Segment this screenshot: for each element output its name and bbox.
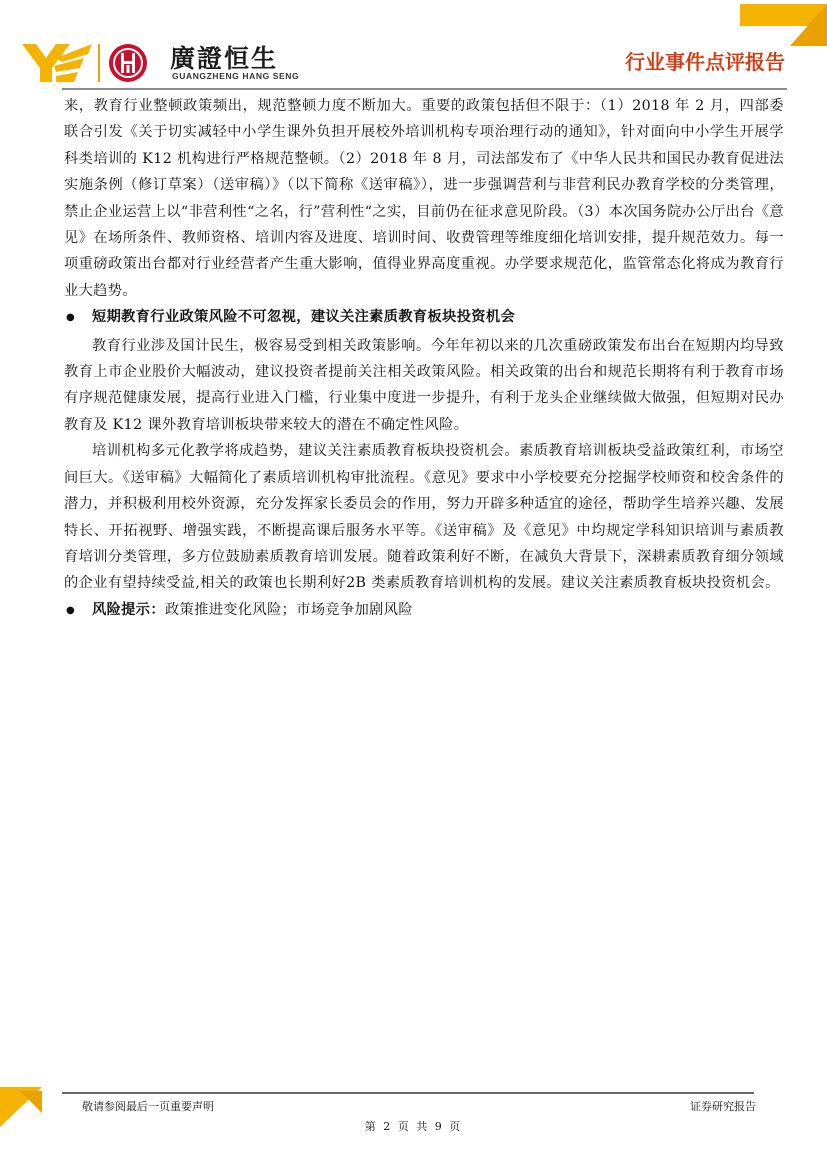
header-corner-fold: [790, 4, 827, 46]
brand-name-en: GUANGZHENG HANG SENG: [172, 71, 300, 81]
section-heading-text: 短期教育行业政策风险不可忽视，建议关注素质教育板块投资机会: [92, 309, 516, 326]
company-logo-icon: [22, 44, 92, 82]
logo-divider: [98, 44, 100, 82]
bullet-icon: ●: [66, 604, 76, 616]
section-heading: [64, 304, 784, 332]
footer-doc-type: 证券研究报告: [690, 1100, 756, 1113]
report-type-title: 行业事件点评报告: [625, 50, 785, 74]
report-body: [64, 93, 784, 625]
header-divider: [62, 88, 787, 90]
footer-disclaimer: 敬请参阅最后一页重要声明: [82, 1100, 214, 1113]
risk-text: 政策推进变化风险；市场竞争加剧风险: [164, 601, 413, 618]
risk-label: 风险提示：: [92, 601, 165, 618]
brand-name-cn: 廣證恒生: [170, 44, 279, 73]
brand-seal-icon: [108, 43, 148, 83]
bullet-icon: ●: [66, 312, 76, 324]
body-paragraph: 来，教育行业整顿政策频出，规范整顿力度不断加大。重要的政策包括但不限于：（1）2018 年 2 月，四部委联合引发《关于切实减轻中小学生课外负担开展校外培训机构专项治理行动的通知》，针对面向中小学生开展学科类培训的 K12 机构进行严格规范整顿。（2）2018 年 8 月，司法部发布了《中华人民共和国民办教育促进法实施条例（修订草案）（送审稿）》（以下简称《送审稿》），进一步强调营利与非营利民办教育学校的分类管理，禁止企业运营上以“非营利性“之名，行”营利性“之实，目前仍在征求意见阶段。（3）本次国务院办公厅出台《意见》在场所条件、教师资格、培训内容及进度、培训时间、收费管理等维度细化培训安排，提升规范效力。每一项重磅政策出台都对行业经营者产生重大影响，值得业界高度重视。办学要求规范化，监管常态化将成为教育行业大趋势。: [64, 98, 784, 299]
risk-warning: [64, 597, 784, 625]
body-paragraph: 培训机构多元化教学将成趋势，建议关注素质教育板块投资机会。素质教育培训板块受益政策红利，市场空间巨大。《送审稿》大幅简化了素质培训机构审批流程。《意见》要求中小学校要充分挖掘学校师资和校舍条件的潜力，并积极利用校外资源，充分发挥家长委员会的作用，努力开辟多种适宜的途径，帮助学生培养兴趣、发展特长、开拓视野、增强实践，不断提高课后服务水平等。《送审稿》及《意见》中均规定学科知识培训与素质教育培训分类管理，多方位鼓励素质教育培训发展。随着政策利好不断，在减负大背景下，深耕素质教育细分领域的企业有望持续受益,相关的政策也长期利好2B 类素质教育培训机构的发展。建议关注素质教育板块投资机会。: [64, 443, 784, 592]
body-paragraph: 教育行业涉及国计民生，极容易受到相关政策影响。今年年初以来的几次重磅政策发布出台在短期内均导致教育上市企业股价大幅波动，建议投资者提前关注相关政策风险。相关政策的出台和规范长期将有利于教育市场有序规范健康发展，提高行业进入门槛，行业集中度进一步提升，有利于龙头企业继续做大做强，但短期对民办教育及 K12 课外教育培训板块带来较大的潜在不确定性风险。: [64, 337, 784, 433]
page-number: 第 2 页 共 9 页: [364, 1120, 463, 1133]
footer-divider: [62, 1092, 754, 1094]
